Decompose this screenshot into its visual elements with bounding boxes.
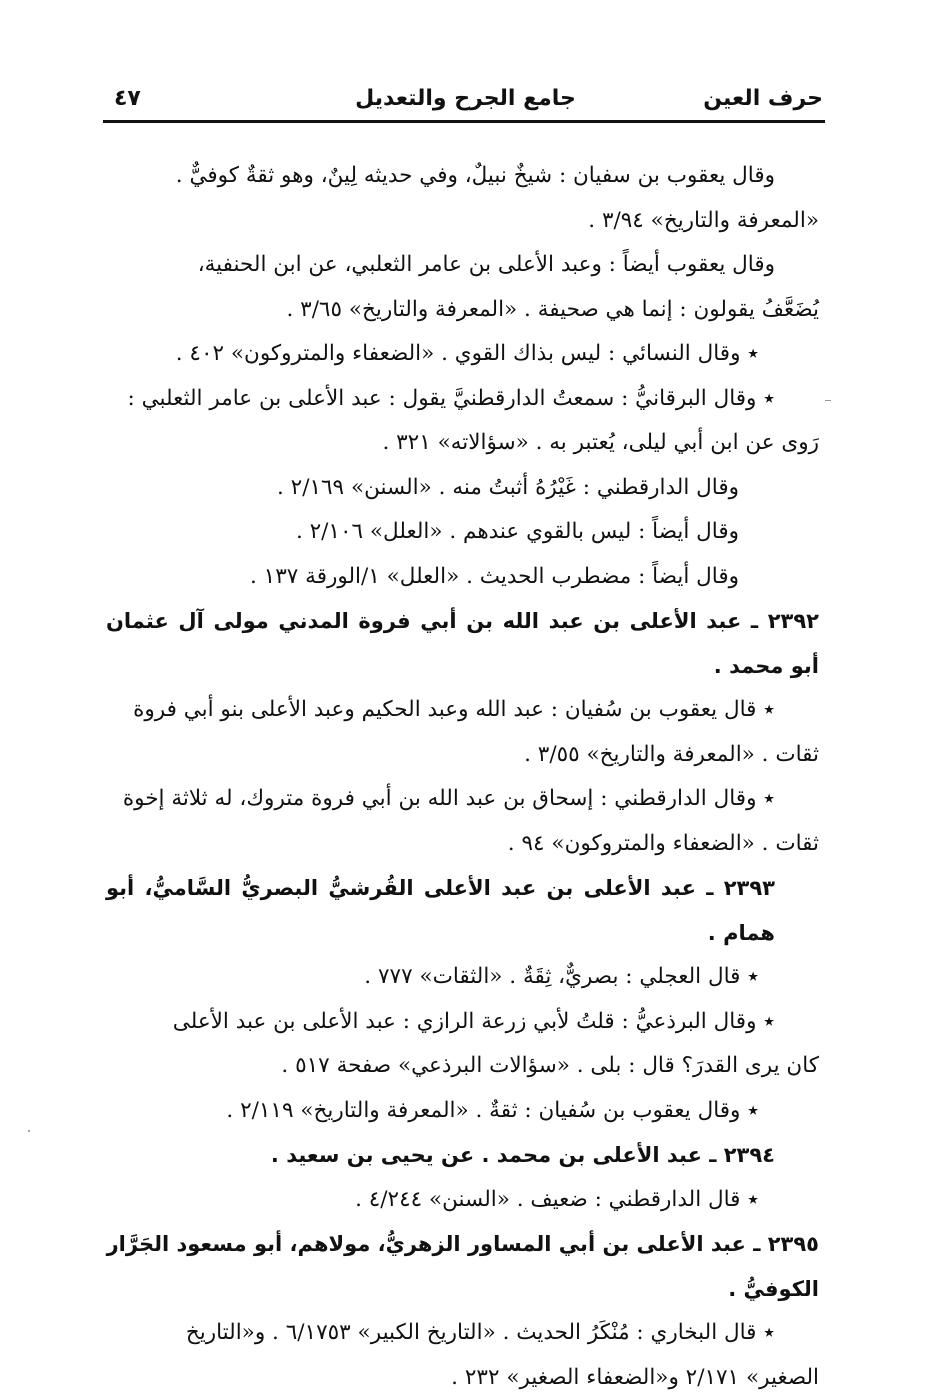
page-number: ٤٧ — [114, 86, 141, 111]
book-title: جامع الجرح والتعديل — [108, 86, 823, 111]
text-line: وقال يعقوب أيضاً : وعبد الأعلى بن عامر الثعلبي، عن ابن الحنفية، — [106, 243, 819, 288]
scan-speck — [28, 1130, 30, 1132]
main-text — [106, 154, 819, 1400]
text-line: يُضَعَّفُ يقولون : إنما هي صحيفة . «المعرفة والتاريخ» ٣/٦٥ . — [106, 288, 819, 333]
entry-heading-2393: ٢٣٩٣ ـ عبد الأعلى بن عبد الأعلى القُرشيُّ البصريُّ السَّاميُّ، أبو همام . — [106, 866, 819, 955]
text-line: «المعرفة والتاريخ» ٣/٩٤ . — [106, 199, 819, 244]
text-line: ٭ وقال البرذعيُّ : قلتُ لأبي زرعة الرازي : عبد الأعلى بن عبد الأعلى — [106, 1000, 819, 1045]
text-line: ٭ وقال البرقانيُّ : سمعتُ الدارقطنيَّ يقول : عبد الأعلى بن عامر الثعلبي : — [106, 377, 819, 422]
margin-mark — [825, 400, 831, 401]
text-line: كان يرى القدرَ؟ قال : بلى . «سؤالات البرذعي» صفحة ٥١٧ . — [106, 1044, 819, 1089]
entry-heading-2395-cont: الكوفيُّ . — [106, 1267, 819, 1312]
text-line: ٭ وقال النسائي : ليس بذاك القوي . «الضعفاء والمتروكون» ٤٠٢ . — [106, 332, 819, 377]
text-line: ٭ قال الدارقطني : ضعيف . «السنن» ٤/٢٤٤ . — [106, 1178, 819, 1223]
text-line: وقال أيضاً : مضطرب الحديث . «العلل» ١/الورقة ١٣٧ . — [106, 555, 819, 600]
text-line: ثقات . «الضعفاء والمتروكون» ٩٤ . — [106, 822, 819, 867]
text-line: ثقات . «المعرفة والتاريخ» ٣/٥٥ . — [106, 733, 819, 778]
text-line: وقال الدارقطني : غَيْرُهُ أثبتُ منه . «السنن» ٢/١٦٩ . — [106, 466, 819, 511]
entry-heading-2392: ٢٣٩٢ ـ عبد الأعلى بن عبد الله بن أبي فروة المدني مولى آل عثمان أبو محمد . — [106, 599, 819, 688]
running-header — [108, 84, 823, 120]
entry-heading-2395: ٢٣٩٥ ـ عبد الأعلى بن أبي المساور الزهريُّ، مولاهم، أبو مسعود الجَرَّار — [106, 1222, 819, 1267]
text-line: الصغير» ٢/١٧١ و«الضعفاء الصغير» ٢٣٢ . — [106, 1356, 819, 1400]
text-line: رَوى عن ابن أبي ليلى، يُعتبر به . «سؤالاته» ٣٢١ . — [106, 421, 819, 466]
text-line: وقال أيضاً : ليس بالقوي عندهم . «العلل» ٢/١٠٦ . — [106, 510, 819, 555]
text-line: ٭ قال يعقوب بن سُفيان : عبد الله وعبد الحكيم وعبد الأعلى بنو أبي فروة — [106, 688, 819, 733]
text-line: ٭ قال العجلي : بصريٌّ، ثِقَةٌ . «الثقات» ٧٧٧ . — [106, 955, 819, 1000]
text-line: ٭ قال البخاري : مُنْكَرُ الحديث . «التاريخ الكبير» ٦/١٧٥٣ . و«التاريخ — [106, 1311, 819, 1356]
chapter-title: حرف العين — [703, 86, 823, 111]
header-rule — [103, 120, 825, 123]
text-line: وقال يعقوب بن سفيان : شيخٌ نبيلٌ، وفي حديثه لِينٌ، وهو ثقةٌ كوفيٌّ . — [106, 154, 819, 199]
text-line: ٭ وقال الدارقطني : إسحاق بن عبد الله بن أبي فروة متروك، له ثلاثة إخوة — [106, 777, 819, 822]
text-line: ٭ وقال يعقوب بن سُفيان : ثقةٌ . «المعرفة والتاريخ» ٢/١١٩ . — [106, 1089, 819, 1134]
entry-heading-2394: ٢٣٩٤ ـ عبد الأعلى بن محمد . عن يحيى بن سعيد . — [106, 1133, 819, 1178]
